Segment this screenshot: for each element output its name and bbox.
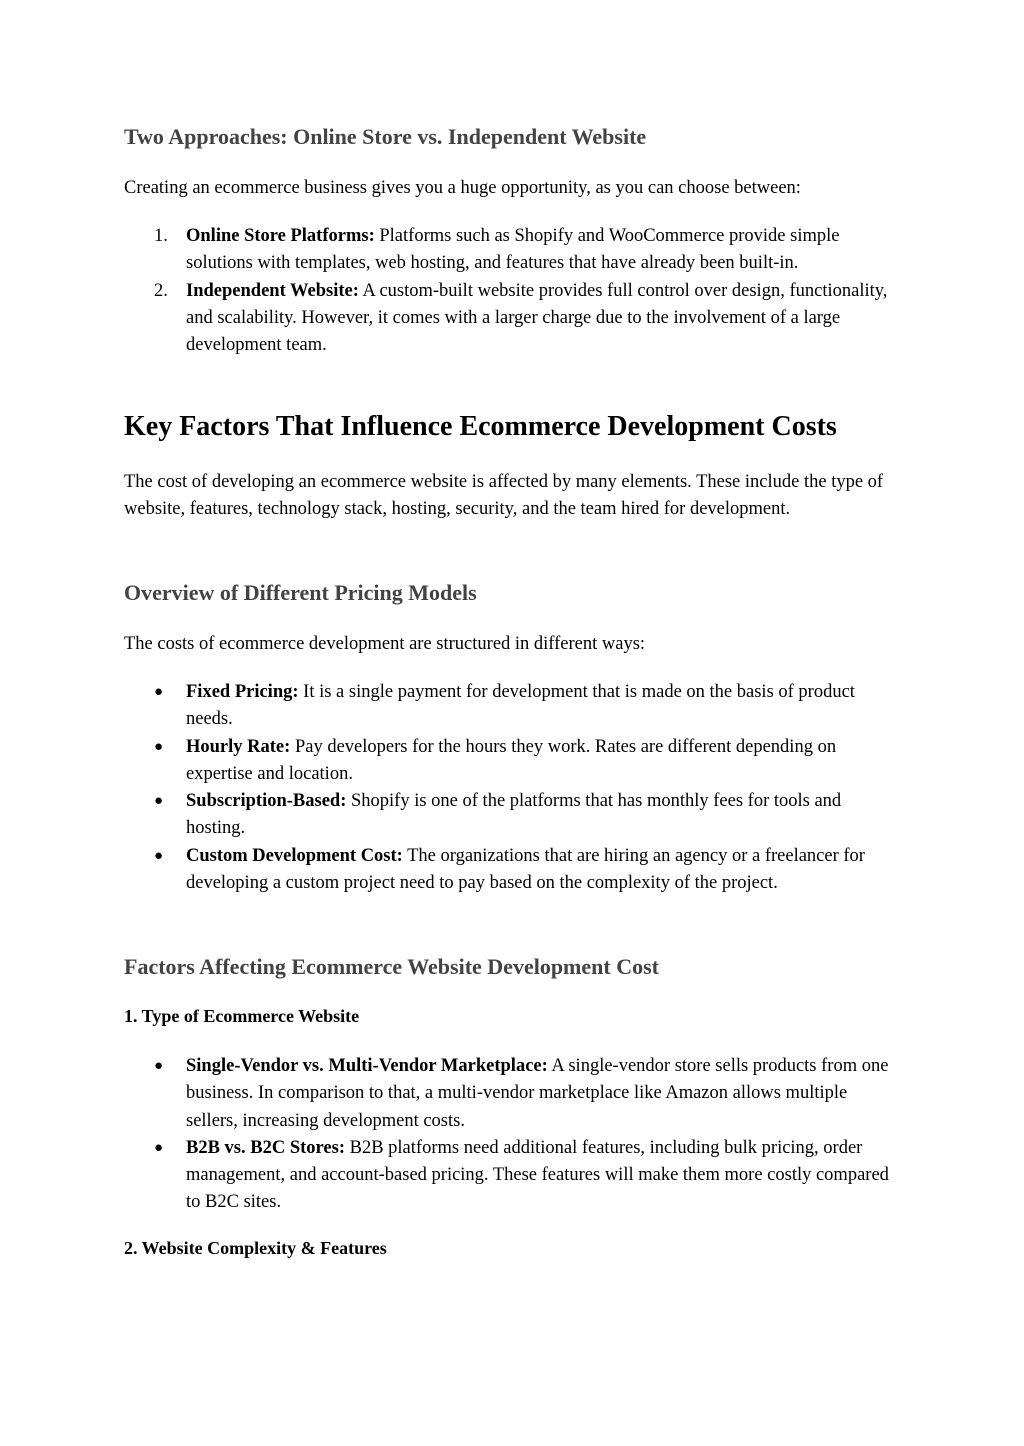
paragraph-key-factors: The cost of developing an ecommerce website is affected by many elements. These include the type of website, features, technology stack, hosting, security, and the team hired for development. (124, 472, 884, 520)
heading-key-factors: Key Factors That Influence Ecommerce Development Costs (124, 411, 837, 442)
list-item-term: Online Store Platforms: (186, 226, 375, 246)
list-item-term: Fixed Pricing: (186, 682, 299, 702)
list-item-term: Independent Website: (186, 280, 359, 301)
list-number: 1. (154, 226, 168, 246)
list-item-text: Pay developers for the hours they work. Rates are different depending on expertise and location. (186, 736, 837, 784)
list-item-text: The organizations that are hiring an agency or a freelancer for developing a custom project need to pay based on the complexity of the project. (186, 845, 865, 894)
list-item-text: A custom-built website provides full control over design, functionality, and scalability. However, it comes with a larger charge due to the involvement of a large development team. (186, 280, 888, 356)
list-item-term: B2B vs. B2C Stores: (186, 1137, 345, 1158)
list-item (124, 679, 898, 734)
paragraph-two-approaches-intro: Creating an ecommerce business gives you a huge opportunity, as you can choose between: (124, 178, 801, 198)
bullet-icon: ● (154, 1139, 164, 1156)
list-item-term: Custom Development Cost: (186, 845, 403, 866)
list-item-term: Single-Vendor vs. Multi-Vendor Marketplace: (186, 1056, 548, 1076)
list-item (124, 843, 898, 898)
bullet-icon: ● (154, 793, 164, 810)
list-item (124, 278, 898, 360)
list-item-text: Shopify is one of the platforms that has monthly fees for tools and hosting. (186, 791, 842, 839)
subheading-type-of-website: 1. Type of Ecommerce Website (124, 1006, 360, 1026)
list-item (124, 223, 898, 278)
subheading-website-complexity: 2. Website Complexity & Features (124, 1238, 387, 1258)
list-two-approaches (124, 223, 904, 359)
list-item-text: It is a single payment for development that is made on the basis of product needs. (186, 682, 855, 730)
list-item-text: Platforms such as Shopify and WooCommerce provide simple solutions with templates, web hosting, and features that have already been built-in. (186, 226, 840, 274)
bullet-icon: ● (154, 738, 164, 755)
bullet-icon: ● (154, 684, 164, 700)
list-item-term: Hourly Rate: (186, 736, 291, 757)
list-item (124, 734, 898, 789)
heading-pricing-models: Overview of Different Pricing Models (124, 580, 477, 605)
list-website-types (124, 1053, 904, 1217)
bullet-icon: ● (154, 1058, 164, 1074)
list-number: 2. (154, 280, 168, 301)
list-pricing-models (124, 679, 904, 897)
list-item (124, 1135, 898, 1217)
list-item (124, 1053, 898, 1135)
list-item-text: A single-vendor store sells products from one business. In comparison to that, a multi-vendor marketplace like Amazon allows multiple sellers, increasing development costs. (186, 1056, 889, 1131)
list-item (124, 788, 898, 843)
list-item-term: Subscription-Based: (186, 791, 347, 812)
bullet-icon: ● (154, 847, 164, 864)
paragraph-pricing-intro: The costs of ecommerce development are structured in different ways: (124, 634, 646, 654)
list-item-text: B2B platforms need additional features, including bulk pricing, order management, and account-based pricing. These features will make them more costly compared to B2C sites. (186, 1137, 889, 1213)
heading-factors-affecting: Factors Affecting Ecommerce Website Development Cost (124, 954, 659, 979)
heading-two-approaches: Two Approaches: Online Store vs. Independent Website (124, 124, 647, 149)
